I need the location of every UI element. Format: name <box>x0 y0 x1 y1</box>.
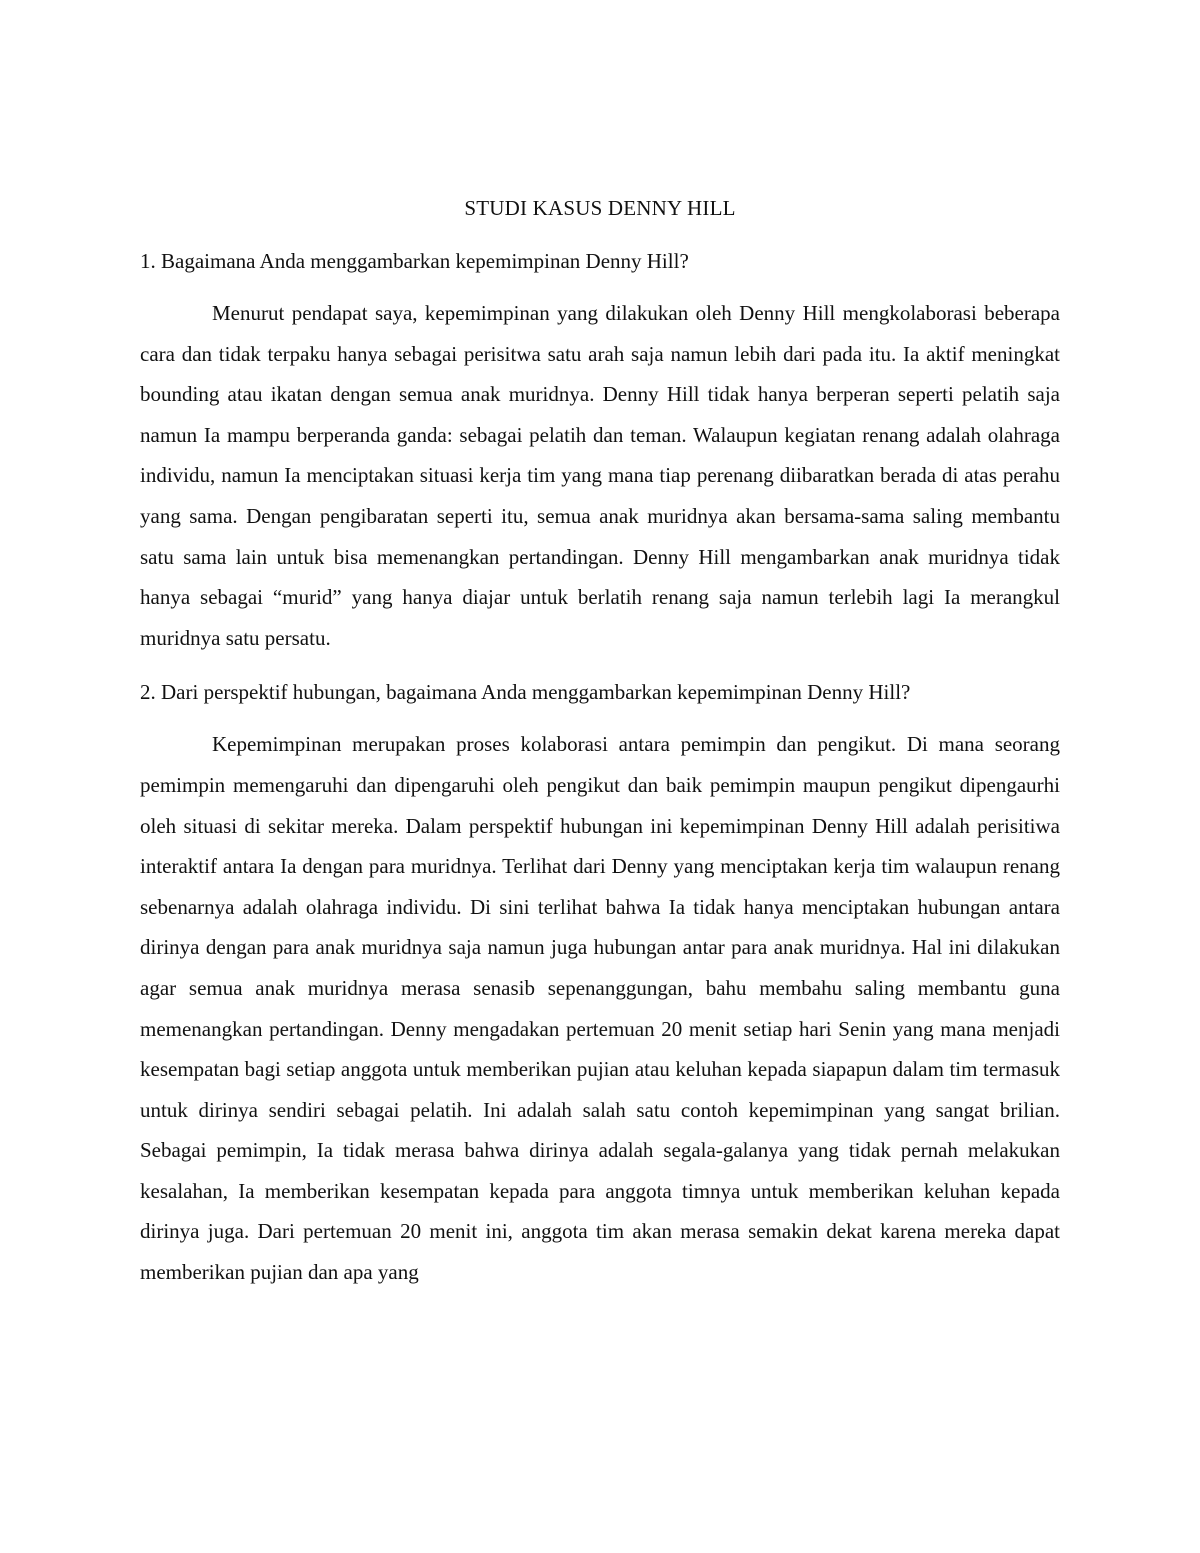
document-title: STUDI KASUS DENNY HILL <box>464 196 736 220</box>
answer-1-paragraph: Menurut pendapat saya, kepemimpinan yang dilakukan oleh Denny Hill mengkolaborasi beberapa cara dan tidak terpaku hanya sebagai perisitwa satu arah saja namun lebih dari pada itu. Ia aktif meningkat bounding atau ikatan dengan semua anak muridnya. Denny Hill tidak hanya berperan seperti pelatih saja namun Ia mampu berperanda ganda: sebagai pelatih dan teman. Walaupun kegiatan renang adalah olahraga individu, namun Ia menciptakan situasi kerja tim yang mana tiap perenang diibaratkan berada di atas perahu yang sama. Dengan pengibaratan seperti itu, semua anak muridnya akan bersama-sama saling membantu satu sama lain untuk bisa memenangkan pertandingan. Denny Hill mengambarkan anak muridnya tidak hanya sebagai “murid” yang hanya diajar untuk berlatih renang saja namun terlebih lagi Ia merangkul muridnya satu persatu. <box>140 301 1060 650</box>
question-1: 1. Bagaimana Anda menggambarkan kepemimpinan Denny Hill? <box>140 249 689 273</box>
document-body <box>140 188 1060 1293</box>
answer-2-paragraph: Kepemimpinan merupakan proses kolaborasi antara pemimpin dan pengikut. Di mana seorang pemimpin memengaruhi dan dipengaruhi oleh pengikut dan baik pemimpin maupun pengikut dipengaurhi oleh situasi di sekitar mereka. Dalam perspektif hubungan ini kepemimpinan Denny Hill adalah perisitiwa interaktif antara Ia dengan para muridnya. Terlihat dari Denny yang menciptakan kerja tim walaupun renang sebenarnya adalah olahraga individu. Di sini terlihat bahwa Ia tidak hanya menciptakan hubungan antara dirinya dengan para anak muridnya saja namun juga hubungan antar para anak muridnya. Hal ini dilakukan agar semua anak muridnya merasa senasib sepenanggungan, bahu membahu saling membantu guna memenangkan pertandingan. Denny mengadakan pertemuan 20 menit setiap hari Senin yang mana menjadi kesempatan bagi setiap anggota untuk memberikan pujian atau keluhan kepada siapapun dalam tim termasuk untuk dirinya sendiri sebagai pelatih. Ini adalah salah satu contoh kepemimpinan yang sangat brilian. Sebagai pemimpin, Ia tidak merasa bahwa dirinya adalah segala-galanya yang tidak pernah melakukan kesalahan, Ia memberikan kesempatan kepada para anggota timnya untuk memberikan keluhan kepada dirinya juga. Dari pertemuan 20 menit ini, anggota tim akan merasa semakin dekat karena mereka dapat memberikan pujian dan apa yang <box>140 732 1060 1285</box>
question-2: 2. Dari perspektif hubungan, bagaimana Anda menggambarkan kepemimpinan Denny Hill? <box>140 680 911 705</box>
